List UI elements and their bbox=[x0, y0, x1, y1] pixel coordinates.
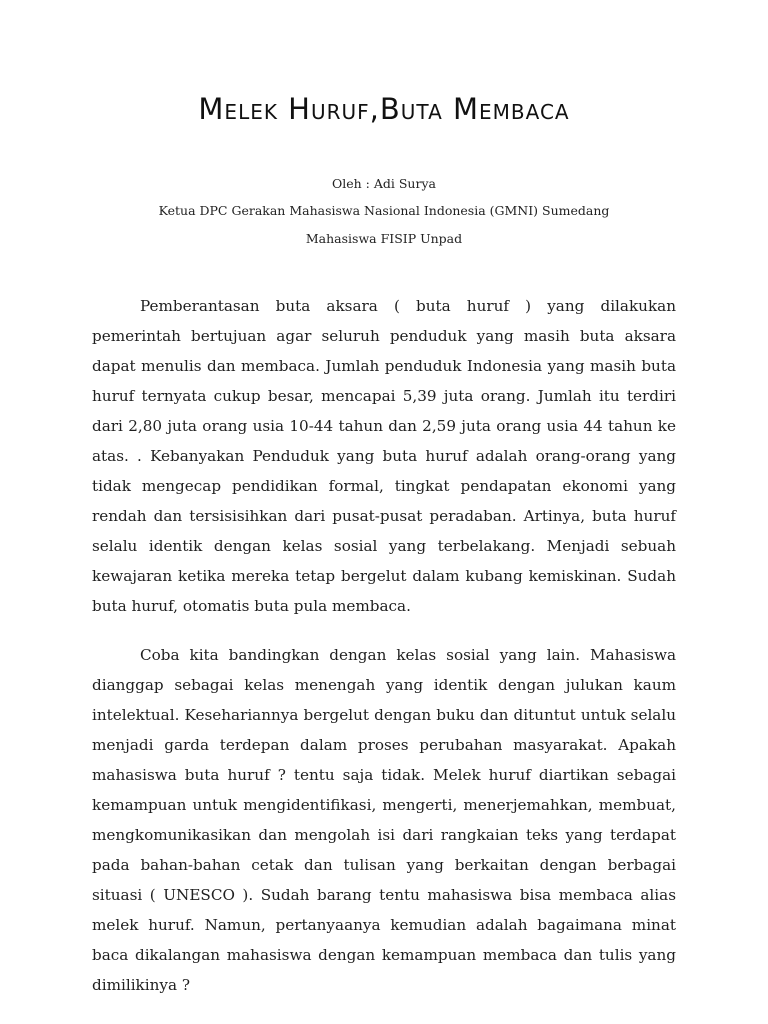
body-paragraph: Coba kita bandingkan dengan kelas sosial yang lain. Mahasiswa dianggap sebagai kelas menengah yang identik dengan julukan kaum intelektual. Kesehariannya bergelut dengan buku dan dituntut untuk selalu menjadi garda terdepan dalam proses perubahan masyarakat. Apakah mahasiswa buta huruf ? tentu saja tidak. Melek huruf diartikan sebagai kemampuan untuk mengidentifikasi, mengerti, menerjemahkan, membuat, mengkomunikasikan dan mengolah isi dari rangkaian teks yang terdapat pada bahan-bahan cetak dan tulisan yang berkaitan dengan berbagai situasi ( UNESCO ). Sudah barang tentu mahasiswa bisa membaca alias melek huruf. Namun, pertanyaanya kemudian adalah bagaimana minat baca dikalangan mahasiswa dengan kemampuan membaca dan tulis yang dimilikinya ? bbox=[92, 646, 676, 994]
author-line: Oleh : Adi Surya bbox=[332, 176, 436, 191]
body-paragraph-1-block bbox=[92, 291, 676, 621]
document-title: Melek Huruf,Buta Membaca bbox=[198, 92, 570, 126]
body-paragraph: Pemberantasan buta aksara ( buta huruf ) yang dilakukan pemerintah bertujuan agar seluruh penduduk yang masih buta aksara dapat menulis dan membaca. Jumlah penduduk Indonesia yang masih buta huruf ternyata cukup besar, mencapai 5,39 juta orang. Jumlah itu terdiri dari 2,80 juta orang usia 10-44 tahun dan 2,59 juta orang usia 44 tahun ke atas. . Kebanyakan Penduduk yang buta huruf adalah orang-orang yang tidak mengecap pendidikan formal, tingkat pendapatan ekonomi yang rendah dan tersisisihkan dari pusat-pusat peradaban. Artinya, buta huruf selalu identik dengan kelas sosial yang terbelakang. Menjadi sebuah kewajaran ketika mereka tetap bergelut dalam kubang kemiskinan. Sudah buta huruf, otomatis buta pula membaca. bbox=[92, 297, 676, 615]
author-role-line: Ketua DPC Gerakan Mahasiswa Nasional Indonesia (GMNI) Sumedang bbox=[158, 203, 610, 218]
author-affiliation-line: Mahasiswa FISIP Unpad bbox=[305, 231, 463, 246]
body-paragraph-2-block bbox=[92, 640, 676, 1000]
